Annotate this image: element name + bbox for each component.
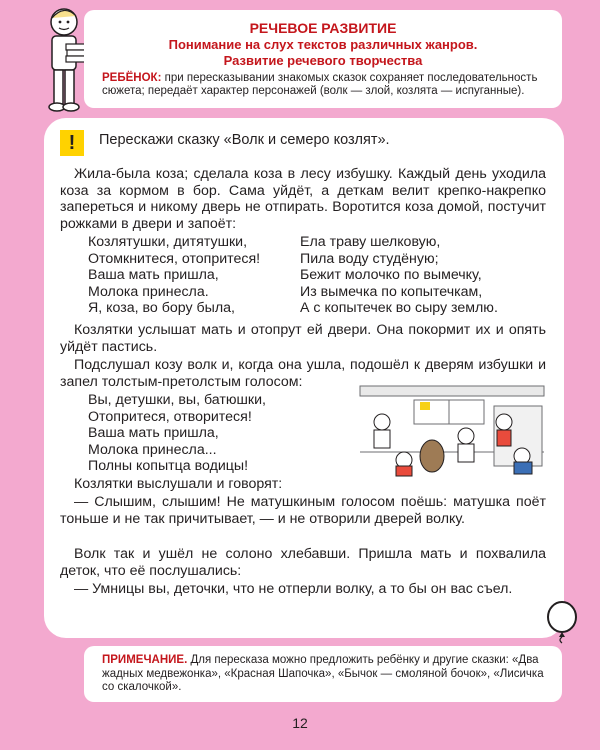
- header-card: [84, 10, 562, 108]
- song-verse-right: [300, 234, 498, 317]
- story-paragraph-1: Жила-была коза; сделала коза в лесу избушку. Каждый день уходила коза за кормом в бор. Сама уйдёт, а деткам велит крепко-накрепко запереться и никому дверь не отпирать. Воротится коза домой, постучит рожками в двери и запоёт:: [60, 166, 546, 232]
- note-label: ПРИМЕЧАНИЕ.: [102, 654, 188, 666]
- task-instruction: Перескажи сказку «Волк и семеро козлят».: [99, 132, 390, 148]
- child-outcome-text: [102, 72, 546, 98]
- story-paragraph-6: Волк так и ушёл не солоно хлебавши. Пришла мать и похвалила деток, что её послушались:: [60, 546, 546, 579]
- verse-line: Ваша мать пришла,: [88, 267, 219, 283]
- story-paragraph-2: Козлятки услышат мать и отопрут ей двери. Она покормит их и опять уйдёт пастись.: [60, 322, 546, 355]
- song-verse-left: [88, 234, 260, 317]
- exclamation-marker: !: [60, 130, 84, 156]
- verse-line: Ваша мать пришла,: [88, 425, 219, 441]
- verse-line: Бежит молочко по вымечку,: [300, 267, 482, 283]
- story-paragraph-5: — Слышим, слышим! Не матушкиным голосом поёшь: матушка поёт тоньше и не так причитывает, — и не отворили дверей волку.: [60, 494, 546, 527]
- verse-line: Полны копытца водицы!: [88, 458, 249, 474]
- story-card: [44, 118, 564, 638]
- balloon-icon: [544, 600, 580, 644]
- verse-line: Вы, детушки, вы, батюшки,: [88, 392, 266, 408]
- verse-line: Молока принесла...: [88, 441, 217, 458]
- verse-line: Отопритеся, отворитеся!: [88, 408, 252, 425]
- note-text: [102, 654, 548, 695]
- story-paragraph-4: Козлятки выслушали и говорят:: [74, 476, 283, 492]
- child-description: при пересказывании знакомых сказок сохраняет последовательность сюжета; передаёт характер персонажей (волк — злой, козлята — испуганные).: [102, 72, 538, 97]
- section-subtitle: Понимание на слух текстов различных жанров.: [168, 37, 478, 52]
- verse-line: А с копытечек во сыру землю.: [300, 300, 498, 316]
- verse-line: Из вымечка по копытечкам,: [300, 283, 483, 300]
- story-paragraph-7: — Умницы вы, деточки, что не отперли волку, а то бы он вас съел.: [74, 581, 513, 597]
- verse-line: Отомкнитеся, отопритеся!: [88, 250, 261, 267]
- page-number: 12: [292, 715, 308, 731]
- child-label: РЕБЁНОК:: [102, 72, 162, 84]
- verse-line: Я, коза, во бору была,: [88, 300, 235, 316]
- verse-line: Ела траву шелковую,: [300, 234, 441, 250]
- goat-kids-in-hut-illustration: [354, 382, 550, 478]
- section-title: РЕЧЕВОЕ РАЗВИТИЕ: [249, 20, 397, 36]
- verse-line: Козлятушки, дитятушки,: [88, 234, 248, 250]
- story-paragraph-3: Подслушал козу волк и, когда она ушла, подошёл к дверям избушки и запел толстым-претолстым голосом:: [60, 357, 546, 390]
- section-subtitle-2: Развитие речевого творчества: [223, 53, 423, 68]
- note-card: [84, 646, 562, 702]
- verse-line: Пила воду студёную;: [300, 250, 439, 267]
- verse-line: Молока принесла.: [88, 283, 209, 300]
- note-description: Для пересказа можно предложить ребёнку и другие сказки: «Два жадных медвежонка», «Красная Шапочка», «Бычок — смоляной бочок», «Лисичка со скалочкой».: [102, 654, 544, 693]
- wolf-song-verse: [88, 392, 266, 475]
